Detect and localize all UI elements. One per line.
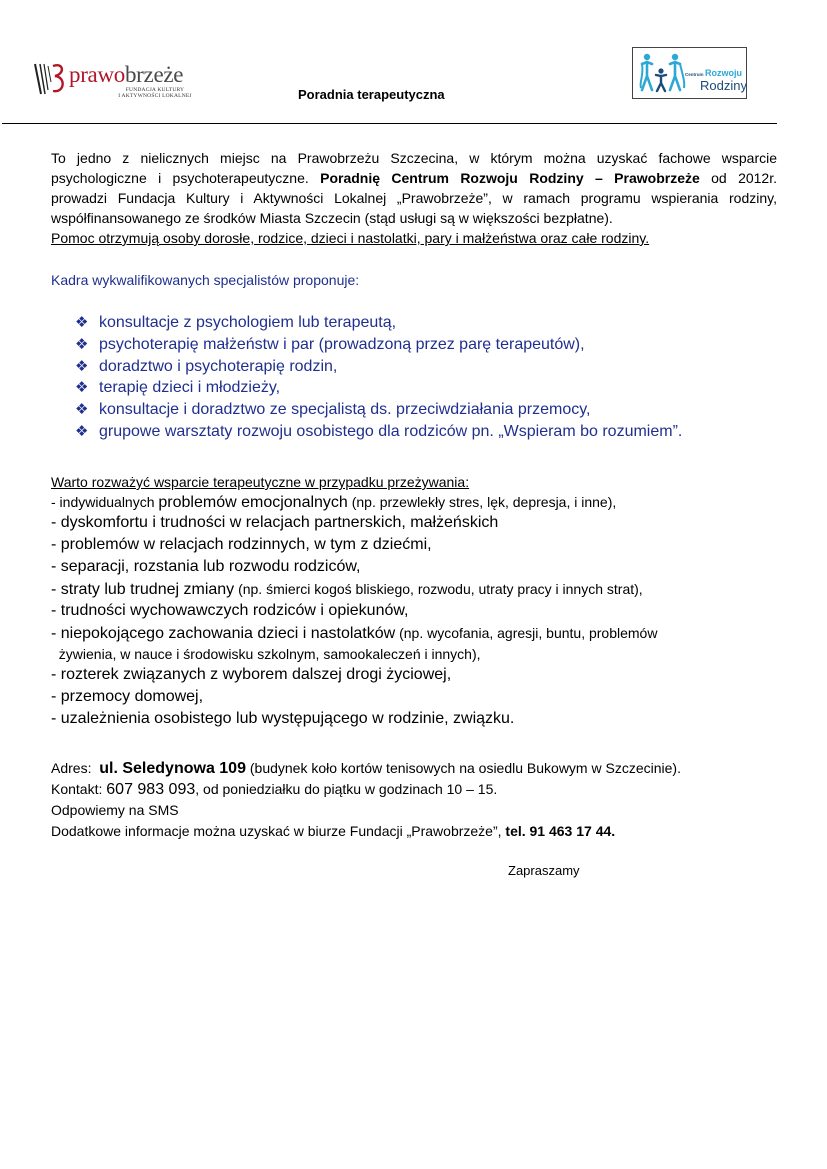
intro-line-1: To jedno z nielicznych miejsc na Prawobrzeżu Szczecina, w którym można uzyskać fachowe wsparcie xyxy=(51,150,777,166)
worth-item: - rozterek związanych z wyborem dalszej drogi życiowej, xyxy=(51,666,452,683)
office-phone: tel. 91 463 17 44. xyxy=(505,823,616,839)
diamond-bullet-icon: ❖ xyxy=(75,357,89,375)
offer-item: ❖ konsultacje z psychologiem lub terapeutą, xyxy=(75,312,682,334)
address-value: ul. Seledynowa 109 xyxy=(99,760,246,777)
worth-item: - separacji, rozstania lub rozwodu rodziców, xyxy=(51,558,361,575)
worth-item: - uzależnienia osobistego lub występującego w rodzinie, związku. xyxy=(51,710,515,727)
worth-item: - problemów w relacjach rodzinnych, w tym z dziećmi, xyxy=(51,536,432,553)
intro-line-5: Pomoc otrzymują osoby dorosłe, rodzice, dzieci i nastolatki, pary i małżeństwa oraz całe rodziny. xyxy=(51,230,650,246)
contact-section xyxy=(51,758,681,842)
logo-rodziny-text: Rodziny xyxy=(700,78,747,93)
centrum-rozwoju-rodziny-logo xyxy=(632,47,747,99)
logo-subline-2: I AKTYWNOŚCI LOKALNEJ xyxy=(118,93,192,99)
worth-considering-section xyxy=(51,472,657,730)
intro-line-4: współfinansowanego ze środków Miasta Szczecin (stąd usługi są w większości bezpłatne). xyxy=(51,210,613,226)
address-line: Adres: ul. Seledynowa 109 (budynek koło kortów tenisowych na osiedlu Bukowym w Szczecinie). xyxy=(51,760,681,777)
clinic-name: Poradnię Centrum Rozwoju Rodziny – Prawobrzeże xyxy=(320,170,700,186)
offer-item: ❖ psychoterapię małżeństw i par (prowadzoną przez parę terapeutów), xyxy=(75,334,682,356)
worth-item: - przemocy domowej, xyxy=(51,688,204,705)
prawobrzeze-logo-mark-icon xyxy=(32,60,68,100)
phone-value: 607 983 093 xyxy=(106,781,196,798)
diamond-bullet-icon: ❖ xyxy=(75,379,89,397)
offers-list xyxy=(75,312,682,443)
prawobrzeze-logo xyxy=(32,60,202,102)
prawobrzeze-brand-text: prawobrzeże xyxy=(69,62,184,87)
header-divider xyxy=(2,123,777,124)
worth-item: - niepokojącego zachowania dzieci i nastolatków (np. wycofania, agresji, buntu, problemów xyxy=(51,625,658,642)
logo-subline-1: FUNDACJA KULTURY xyxy=(125,87,185,93)
phone-line: Kontakt: 607 983 093, od poniedziałku do piątku w godzinach 10 – 15. xyxy=(51,781,498,798)
diamond-bullet-icon: ❖ xyxy=(75,335,89,353)
diamond-bullet-icon: ❖ xyxy=(75,314,89,331)
worth-item-continued: żywienia, w nauce i środowisku szkolnym, samookaleczeń i innych), xyxy=(51,646,481,662)
intro-paragraph xyxy=(51,148,777,248)
intro-line-2: psychologiczne i psychoterapeutyczne. Poradnię Centrum Rozwoju Rodziny – Prawobrzeże od 2012r. xyxy=(51,170,777,186)
info-line: Dodatkowe informacje można uzyskać w biurze Fundacji „Prawobrzeże”, tel. 91 463 17 44. xyxy=(51,823,616,839)
offer-item: ❖ terapię dzieci i młodzieży, xyxy=(75,377,682,399)
logo-rozwoju-text: Rozwoju xyxy=(705,68,742,78)
logo-centrum-text: Centrum xyxy=(685,72,704,77)
diamond-bullet-icon: ❖ xyxy=(75,422,89,440)
closing-text: Zapraszamy xyxy=(508,863,580,878)
diamond-bullet-icon: ❖ xyxy=(75,401,89,419)
sms-line: Odpowiemy na SMS xyxy=(51,802,179,818)
worth-heading: Warto rozważyć wsparcie terapeutyczne w przypadku przeżywania: xyxy=(51,474,470,490)
worth-item: - indywidualnych problemów emocjonalnych (np. przewlekły stres, lęk, depresja, i inne), xyxy=(51,494,617,511)
worth-item: - dyskomfortu i trudności w relacjach partnerskich, małżeńskich xyxy=(51,514,499,531)
offer-item: ❖ doradztwo i psychoterapię rodzin, xyxy=(75,356,682,378)
worth-item: - trudności wychowawczych rodziców i opiekunów, xyxy=(51,602,409,619)
worth-item: - straty lub trudnej zmiany (np. śmierci kogoś bliskiego, rozwodu, utraty pracy i innych strat), xyxy=(51,581,643,598)
family-figures-icon xyxy=(639,52,689,96)
document-title: Poradnia terapeutyczna xyxy=(298,87,445,102)
offers-lead: Kadra wykwalifikowanych specjalistów proponuje: xyxy=(51,272,360,288)
prawobrzeze-subtitle xyxy=(110,87,200,99)
offer-item: ❖ konsultacje i doradztwo ze specjalistą ds. przeciwdziałania przemocy, xyxy=(75,399,682,421)
intro-line-3: prowadzi Fundacja Kultury i Aktywności Lokalnej „Prawobrzeże”, w ramach programu wspierania rodziny, xyxy=(51,190,777,206)
offer-item: ❖ grupowe warsztaty rozwoju osobistego dla rodziców pn. „Wspieram bo rozumiem”. xyxy=(75,421,682,443)
